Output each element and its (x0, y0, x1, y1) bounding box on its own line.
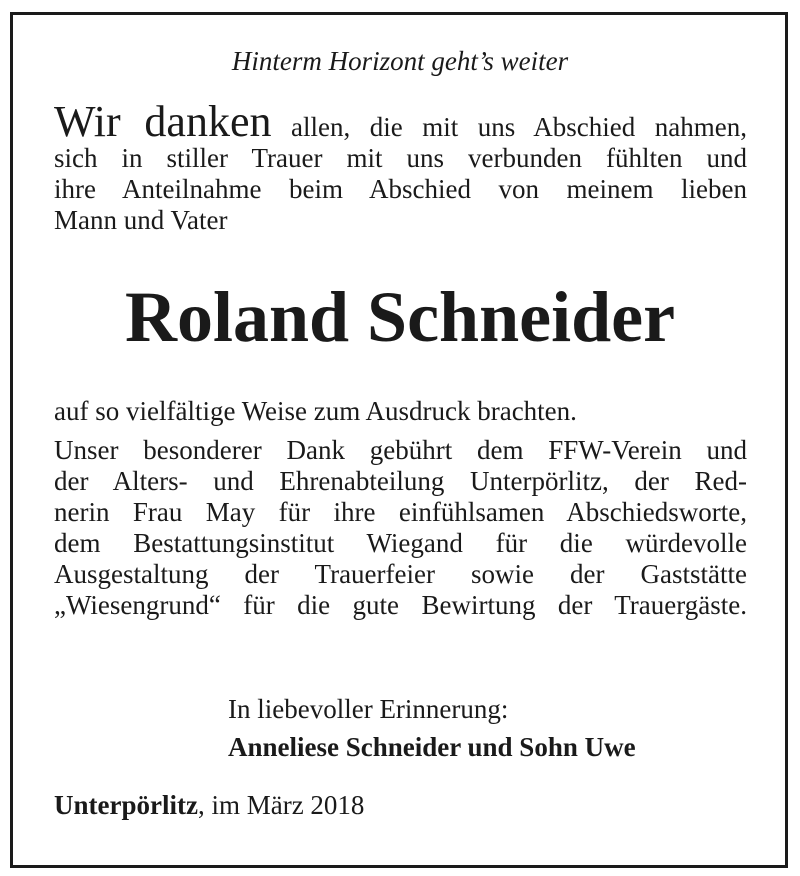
signers: Anneliese Schneider und Sohn Uwe (228, 732, 636, 762)
body-line-1: auf so vielfältige Weise zum Ausdruck brachten. (54, 396, 577, 426)
town: Unterpörlitz (54, 790, 198, 820)
intro-line-1 (54, 97, 747, 146)
body-line-3: der Alters- und Ehrenabteilung Unterpörlitz, der Red- (54, 466, 747, 496)
remembrance-text: In liebevoller Erinnerung: (228, 694, 509, 724)
date: , im März 2018 (197, 790, 365, 820)
intro-line-3: ihre Anteilnahme beim Abschied von meinem lieben (54, 174, 747, 204)
intro-paragraph (54, 97, 747, 236)
body-line-6: Ausgestaltung der Trauerfeier sowie der Gaststätte (54, 559, 747, 589)
place-and-date (54, 788, 364, 822)
deceased-name: Roland Schneider (124, 277, 676, 357)
body-line-4: nerin Frau May für ihre einfühlsamen Abschiedsworte, (54, 497, 747, 527)
intro-lead: Wir danken (54, 97, 272, 146)
intro-line-1-rest: allen, die mit uns Abschied nahmen, (271, 112, 747, 142)
thanks-paragraph (54, 396, 747, 621)
paragraph-gap (54, 427, 747, 435)
body-line-2: Unser besonderer Dank gebührt dem FFW-Verein und (54, 435, 747, 465)
body-line-5: dem Bestattungsinstitut Wiegand für die würdevolle (54, 528, 747, 558)
body-line-7: „Wiesengrund“ für die gute Bewirtung der Trauergäste. (54, 590, 747, 620)
intro-line-2: sich in stiller Trauer mit uns verbunden fühlten und (54, 143, 747, 173)
motto: Hinterm Horizont geht’s weiter (231, 46, 569, 76)
intro-line-4: Mann und Vater (54, 205, 228, 235)
